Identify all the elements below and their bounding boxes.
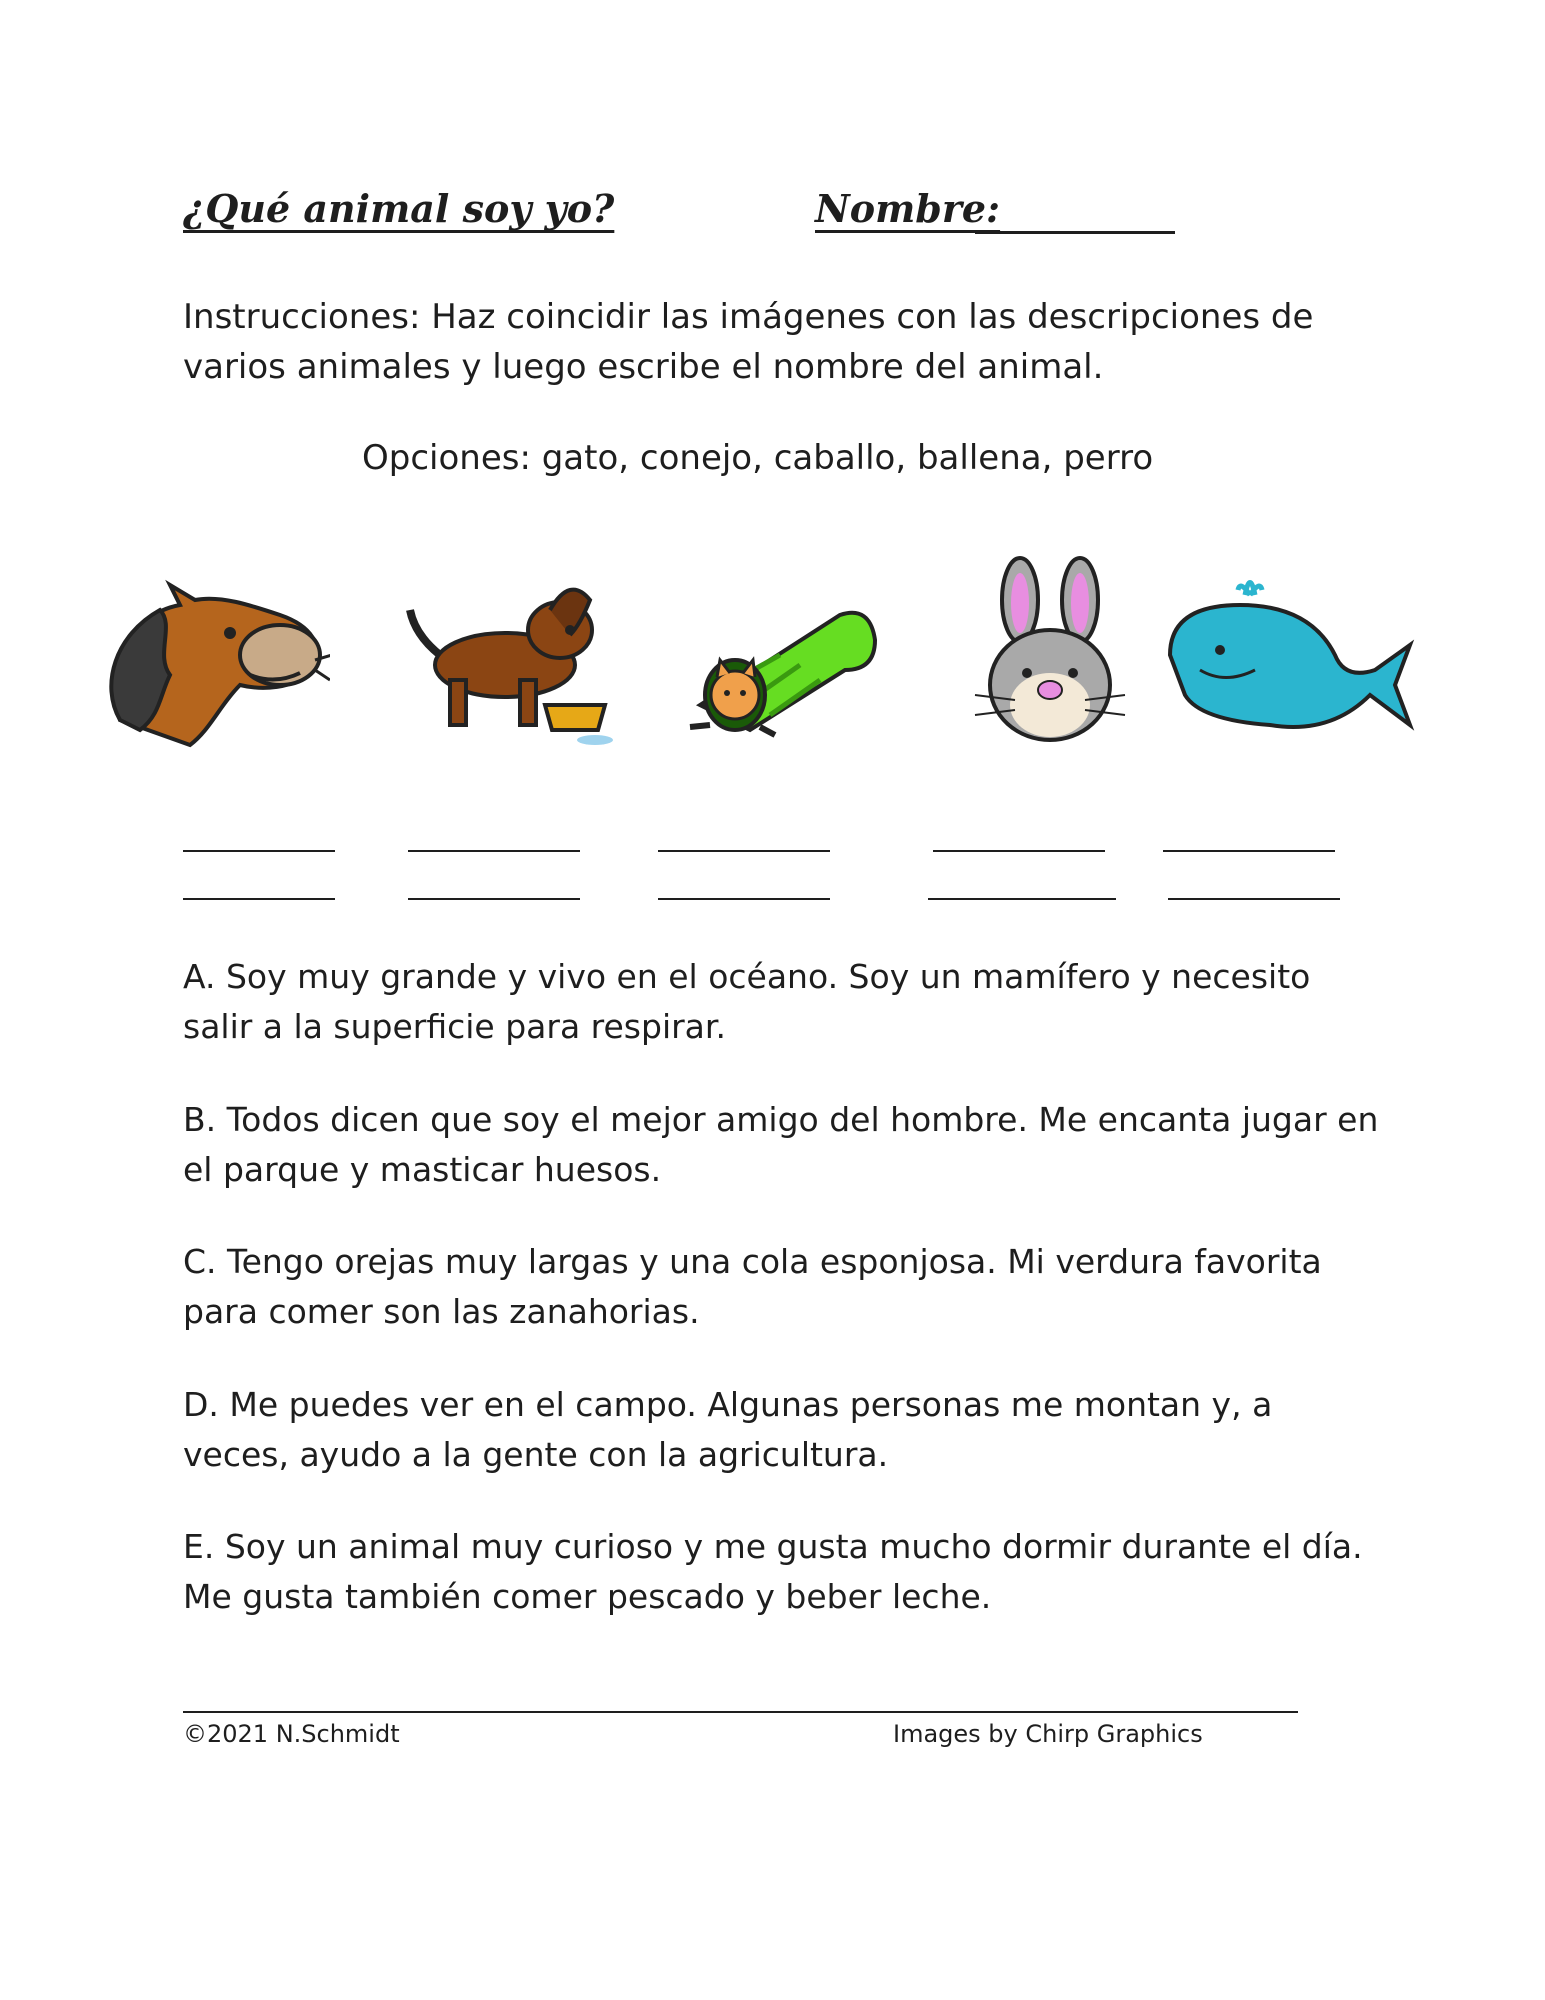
copyright-text: ©2021 N.Schmidt — [183, 1720, 400, 1748]
rabbit-icon — [935, 555, 1165, 755]
answer-blank[interactable] — [183, 898, 335, 900]
image-credits-text: Images by Chirp Graphics — [893, 1720, 1203, 1748]
dog-icon — [400, 555, 630, 755]
description-e: E. Soy un animal muy curioso y me gusta mucho dormir durante el día. Me gusta también comer pescado y beber leche. — [183, 1527, 1363, 1616]
answer-blank[interactable] — [933, 850, 1105, 852]
cat-icon — [670, 555, 900, 755]
instructions-text: Instrucciones: Haz coincidir las imágenes con las descripciones de varios animales y luego escribe el nombre del animal. — [183, 297, 1314, 387]
whale-icon — [1160, 555, 1420, 755]
name-label: Nombre: — [815, 186, 1001, 231]
answer-blank[interactable] — [658, 898, 830, 900]
worksheet-title: ¿Qué animal soy yo? — [183, 186, 615, 231]
description-a: A. Soy muy grande y vivo en el océano. Soy un mamífero y necesito salir a la superficie para respirar. — [183, 957, 1311, 1046]
answer-blank[interactable] — [658, 850, 830, 852]
answer-blank[interactable] — [928, 898, 1116, 900]
answer-blank[interactable] — [408, 898, 580, 900]
answer-blank[interactable] — [183, 850, 335, 852]
answer-blank[interactable] — [408, 850, 580, 852]
footer-divider — [183, 1711, 1298, 1713]
description-c: C. Tengo orejas muy largas y una cola esponjosa. Mi verdura favorita para comer son las zanahorias. — [183, 1242, 1322, 1331]
name-input-line[interactable] — [975, 231, 1175, 234]
description-b: B. Todos dicen que soy el mejor amigo del hombre. Me encanta jugar en el parque y masticar huesos. — [183, 1100, 1379, 1189]
horse-icon — [100, 555, 330, 755]
answer-blank[interactable] — [1168, 898, 1340, 900]
options-text: Opciones: gato, conejo, caballo, ballena, perro — [362, 438, 1154, 478]
description-d: D. Me puedes ver en el campo. Algunas personas me montan y, a veces, ayudo a la gente con la agricultura. — [183, 1385, 1273, 1474]
answer-blank[interactable] — [1163, 850, 1335, 852]
